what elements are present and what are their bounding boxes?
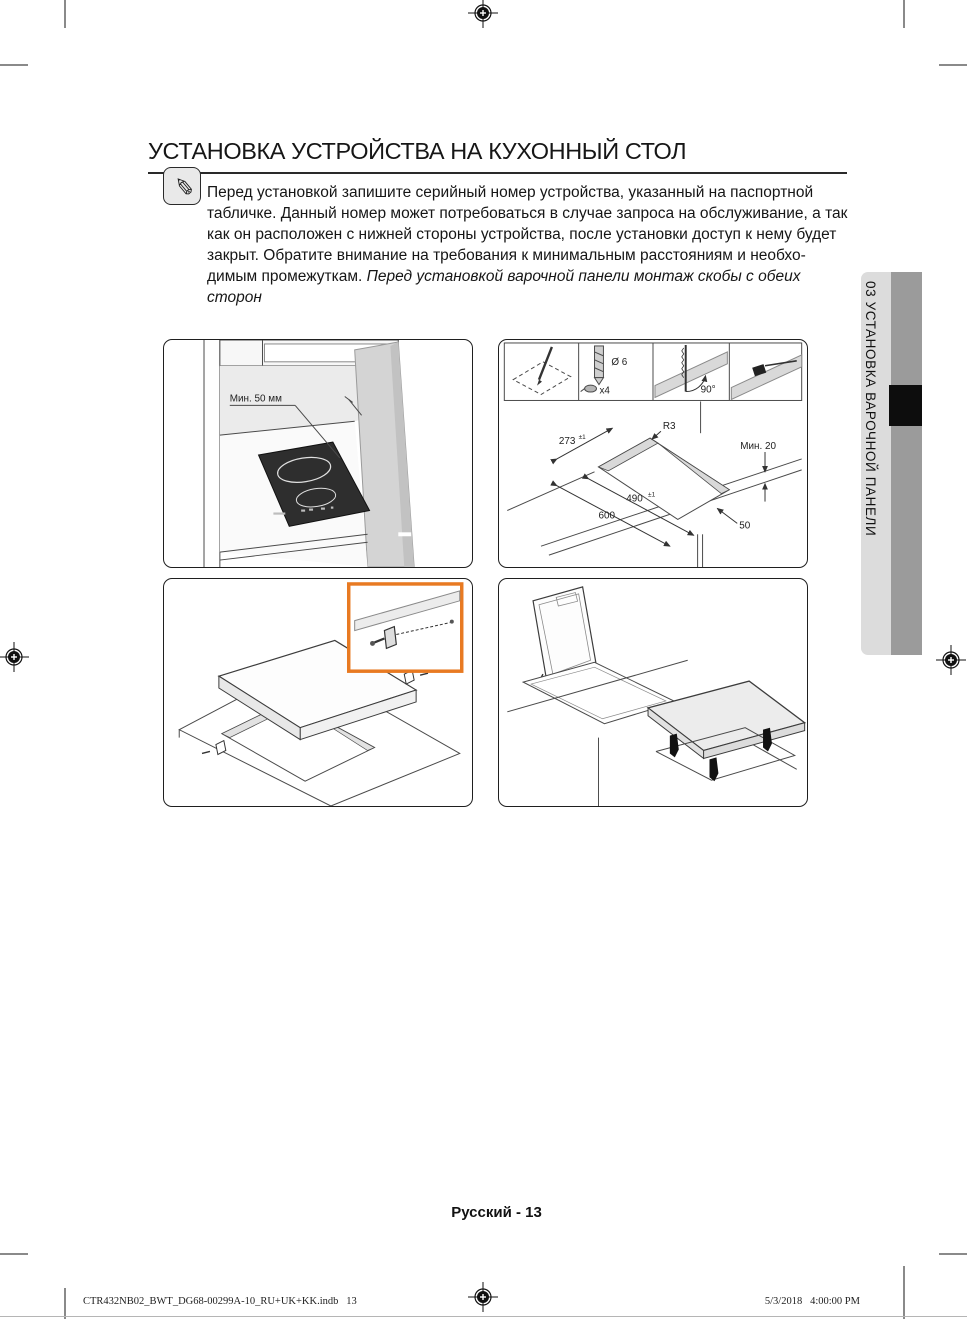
- chapter-tab-label: 03 УСТАНОВКА ВАРОЧНОЙ ПАНЕЛИ: [863, 281, 878, 537]
- note-text-italic: Перед установкой варочной панели монтаж скобы с обеих сторон: [207, 267, 801, 306]
- label-angle: 90°: [700, 384, 716, 396]
- label-min-20: Мин. 20: [740, 441, 777, 453]
- label-length-490: 490: [626, 493, 643, 505]
- insertion-scene: [507, 587, 804, 806]
- step-strip: [504, 343, 801, 400]
- registration-mark-top: [468, 0, 498, 28]
- crop-mark: [903, 0, 905, 28]
- cabinet-handle: [398, 532, 411, 536]
- registration-mark-right: [936, 645, 966, 675]
- diagram-panel-insertion: [498, 578, 808, 807]
- label-min-50mm: Мин. 50 мм: [229, 393, 282, 405]
- crop-mark: [939, 64, 967, 66]
- label-depth-600: 600: [598, 510, 616, 522]
- kitchen-scene: [204, 340, 414, 567]
- page-title: УСТАНОВКА УСТРОЙСТВА НА КУХОННЫЙ СТОЛ: [148, 138, 847, 174]
- crop-mark: [64, 0, 66, 28]
- chapter-tab-strip: [891, 272, 922, 655]
- label-hole-count: x4: [599, 385, 610, 397]
- diagram-panel-brackets: [163, 578, 473, 807]
- crop-mark: [0, 64, 28, 66]
- chapter-tab-marker: [889, 385, 922, 426]
- page-bottom-edge: [0, 1316, 967, 1317]
- note-text-regular: Перед установкой запишите серийный номер устройства, указанный на паспортной табличке. Данный номер может потребоваться в случае запроса на обслуживание, а так как он расположен с нижней стороны устройства, после установки доступ к нему будет закрыт. Обратите внимание на требования к минимальным расстояниям и необхо-димым промежуткам.: [207, 183, 848, 285]
- note-paragraph: [207, 182, 855, 308]
- label-drill-diameter: Ø 6: [611, 356, 628, 368]
- crop-mark: [903, 1266, 905, 1319]
- note-pencil-icon: [163, 167, 201, 205]
- label-width-273: 273: [558, 436, 576, 448]
- label-width-tolerance: ±1: [578, 434, 586, 442]
- print-timestamp: 5/3/2018 4:00:00 PM: [764, 1296, 860, 1307]
- registration-mark-bottom: [468, 1282, 498, 1312]
- crop-mark: [64, 1288, 66, 1319]
- diagram-panel-cutout-dimensions: [498, 339, 808, 568]
- print-file-info: CTR432NB02_BWT_DG68-00299A-10_RU+UK+KK.indb 13: [83, 1296, 357, 1307]
- crop-mark: [0, 1253, 28, 1255]
- crop-mark: [939, 1253, 967, 1255]
- label-edge-50: 50: [739, 520, 751, 532]
- cutout-drawing: [507, 401, 801, 567]
- label-length-tolerance: ±1: [648, 491, 656, 499]
- pencil-glyph: ✎: [168, 174, 197, 198]
- label-corner-radius: R3: [662, 421, 676, 433]
- diagram-panel-clearance: [163, 339, 473, 568]
- registration-mark-left: [0, 642, 29, 672]
- bracket-closeup-inset: [349, 584, 462, 671]
- page-number: Русский - 13: [451, 1204, 542, 1221]
